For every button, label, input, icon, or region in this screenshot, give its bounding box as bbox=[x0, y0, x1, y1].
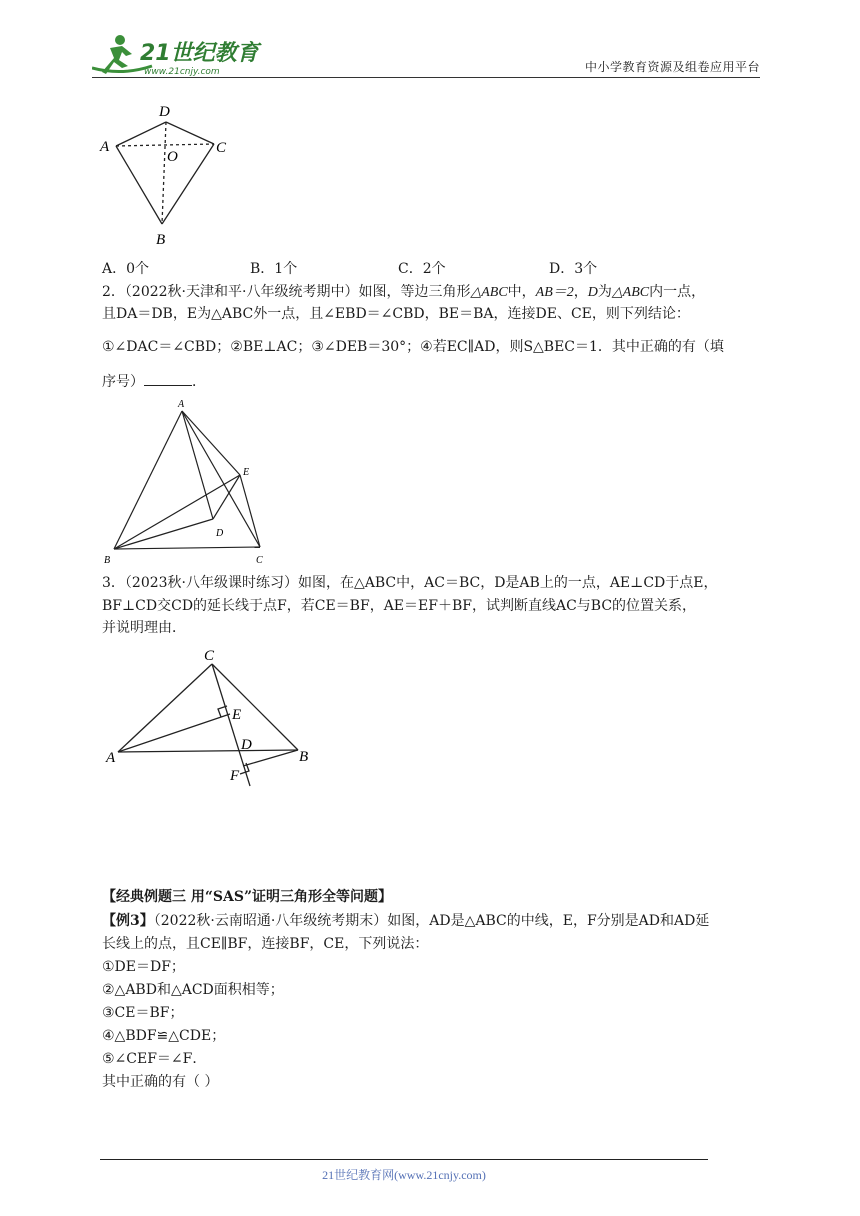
example-item-1: ①DE＝DF； bbox=[102, 959, 185, 975]
footer-link[interactable]: 21世纪教育网(www.21cnjy.com) bbox=[322, 1168, 486, 1182]
label-C: C bbox=[256, 555, 263, 566]
option-d: D．3个 bbox=[549, 261, 598, 277]
option-b: B．1个 bbox=[250, 261, 298, 277]
option-a: A．0个 bbox=[102, 261, 150, 277]
q2-line-2: 且DA＝DB，E为△ABC外一点，且∠EBD＝∠CBD，BE＝BA，连接DE、CE，则下列结论： bbox=[102, 306, 690, 322]
figure-kite bbox=[96, 100, 246, 252]
example-question: 其中正确的有（ ） bbox=[102, 1074, 219, 1090]
label-E: E bbox=[243, 467, 250, 478]
option-c: C．2个 bbox=[398, 261, 446, 277]
label-O: O bbox=[167, 149, 178, 165]
label-A: A bbox=[106, 750, 116, 766]
site-logo bbox=[92, 32, 262, 78]
example-item-3: ③CE＝BF； bbox=[102, 1005, 184, 1021]
q2-line-1: 2．（2022秋·天津和平·八年级统考期中）如图，等边三角形△ABC中，AB＝2，D为△ABC内一点， bbox=[102, 284, 706, 300]
label-B: B bbox=[156, 232, 166, 248]
q3-line-1: 3．（2023秋·八年级课时练习）如图，在△ABC中，AC＝BC，D是AB上的一点，AE⊥CD于点E， bbox=[102, 575, 718, 591]
logo-url: www.21cnjy.com bbox=[144, 67, 220, 77]
runner-logo-icon bbox=[92, 32, 262, 78]
example-line-2: 长线上的点，且CE∥BF，连接BF，CE，下列说法： bbox=[102, 936, 429, 952]
label-D: D bbox=[159, 104, 170, 120]
label-D: D bbox=[216, 528, 224, 539]
label-C: C bbox=[216, 140, 227, 156]
logo-text: 21世纪教育 bbox=[140, 41, 259, 66]
answer-blank bbox=[144, 371, 192, 386]
label-A: A bbox=[100, 139, 110, 155]
label-B: B bbox=[104, 555, 111, 566]
label-A: A bbox=[178, 399, 185, 410]
figure-triangle-2 bbox=[100, 395, 275, 570]
q3-line-2: BF⊥CD交CD的延长线于点F，若CE＝BF，AE＝EF＋BF，试判断直线AC与BC的位置关系， bbox=[102, 598, 697, 614]
example-item-2: ②△ABD和△ACD面积相等； bbox=[102, 982, 284, 998]
label-E: E bbox=[232, 707, 242, 723]
section-title: 【经典例题三 用“SAS”证明三角形全等问题】 bbox=[102, 889, 393, 905]
platform-name: 中小学教育资源及组卷应用平台 bbox=[584, 60, 760, 74]
q2-line-4: 序号） ． bbox=[102, 371, 206, 393]
example-item-5: ⑤∠CEF＝∠F． bbox=[102, 1051, 207, 1067]
example-item-4: ④△BDF≌△CDE； bbox=[102, 1028, 226, 1044]
footer-divider bbox=[100, 1159, 708, 1160]
q3-line-3: 并说明理由． bbox=[102, 620, 186, 636]
figure-triangle-3 bbox=[100, 644, 320, 792]
header-divider bbox=[92, 77, 760, 78]
q2-line-3: ①∠DAC＝∠CBD；②BE⊥AC；③∠DEB＝30°；④若EC∥AD，则S△BEC＝1．其中正确的有（填 bbox=[102, 339, 724, 355]
label-D: D bbox=[241, 737, 252, 753]
label-B: B bbox=[299, 749, 309, 765]
example-line-1: 【例3】（2022秋·云南昭通·八年级统考期末）如图，AD是△ABC的中线，E，F分别是AD和AD延 bbox=[102, 913, 710, 929]
label-C: C bbox=[204, 648, 215, 664]
label-F: F bbox=[230, 768, 240, 784]
